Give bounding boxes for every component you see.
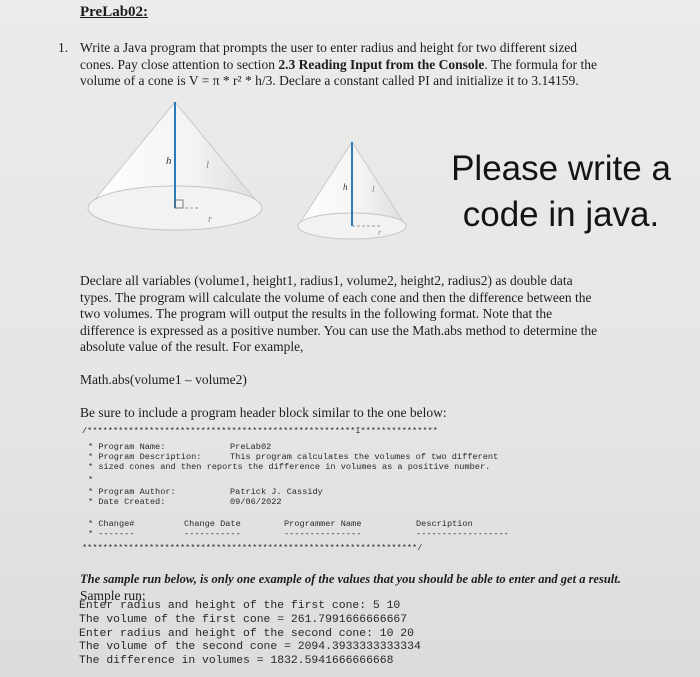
large-cone [88,102,262,230]
change-column-header: * Change# [88,519,135,529]
description-continued: * sized cones and then reports the difference in volumes as a positive number. [88,462,491,472]
author-value: Patrick J. Cassidy [230,487,323,497]
paragraph-line: Declare all variables (volume1, height1, radius1, volume2, height2, radius2) as double data [80,273,573,288]
paragraph-line: two volumes. The program will output the results in the following format. Note that the [80,306,553,321]
slant-label-large: l [206,159,210,171]
request-line-1: Please write a [451,149,671,188]
output-line: Enter radius and height of the second cone: 10 20 [79,627,414,640]
date-label: * Date Created: [88,497,166,507]
request-line-2: code in java. [462,195,660,234]
slant-label-small: l [372,184,375,194]
dash-change-date: ----------- [184,529,241,539]
question-line-2a: cones. Pay close attention to section [80,56,279,72]
sample-output [79,600,421,669]
description-column-header: Description [416,519,473,529]
small-cone [298,142,406,239]
instructions-paragraph [80,273,655,356]
header-bottom-border: *****************************************************************/ [82,543,423,553]
header-instruction: Be sure to include a program header block similar to the one below: [80,405,447,420]
height-label-large: h [166,155,172,167]
output-line: The volume of the first cone = 261.7991666666667 [79,613,408,626]
dash-description: ------------------ [416,529,509,539]
dash-row: * ------- [88,529,135,539]
cones-figure [80,90,425,250]
author-label: * Program Author: [88,487,176,497]
output-line: The difference in volumes = 1832.5941666666668 [79,655,394,668]
blank-line: * [88,475,94,485]
paragraph-line: types. The program will calculate the volume of each cone and then the difference between the [80,289,592,305]
question-number: 1. [58,40,69,55]
description-value: This program calculates the volumes of two different [230,452,499,462]
output-line: Enter radius and height of the first cone: 5 10 [79,600,401,612]
radius-label-large: r [208,214,212,225]
program-header-block [82,426,552,554]
question-line-3: volume of a cone is V = π * r² * h/3. Declare a constant called PI and initialize it to 3.14159. [80,73,579,88]
program-name-value: PreLab02 [230,442,272,452]
math-abs-example: Math.abs(volume1 – volume2) [80,372,247,387]
paragraph-line: difference is expressed as a positive number. You can use the Math.abs method to determine the [80,322,598,338]
handwritten-request [430,146,692,238]
header-top-border: /****************************************************I*************** [82,426,438,436]
date-value: 09/06/2022 [230,497,282,507]
sample-run-label: Sample run: [80,588,146,603]
page-title: PreLab02: [80,4,149,20]
sample-note: The sample run below, is only one example of the values that you should be able to enter and get a result. [80,572,621,586]
description-label: * Program Description: [88,452,202,462]
question-text [80,40,660,90]
programmer-column-header: Programmer Name [284,519,362,529]
height-label-small: h [343,182,348,192]
question-line-2c: . The formula for the [484,56,597,72]
program-name-label: * Program Name: [88,442,166,452]
section-reference: 2.3 Reading Input from the Console [278,56,485,72]
question-line-2 [80,57,660,74]
question-line-1: Write a Java program that prompts the user to enter radius and height for two different sized [80,40,578,55]
change-date-column-header: Change Date [184,519,241,529]
radius-label-small: r [378,228,382,237]
output-line: The volume of the second cone = 2094.3933333333334 [79,641,421,654]
paragraph-line: absolute value of the result. For example, [80,339,304,354]
dash-programmer: --------------- [284,529,362,539]
